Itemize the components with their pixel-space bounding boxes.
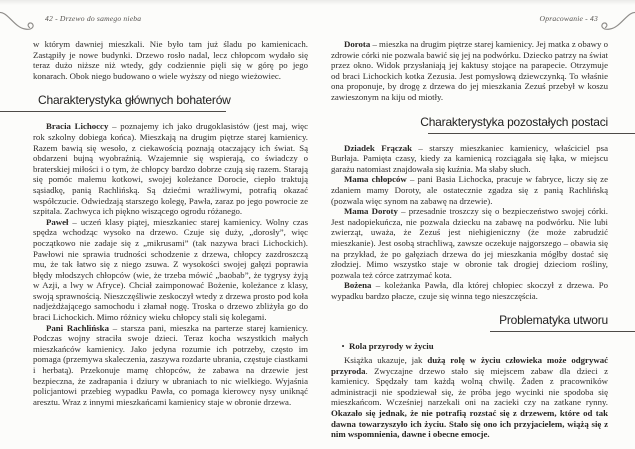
section-heading-other-characters: Charakterystyka pozostałych postaci bbox=[420, 114, 608, 129]
heading-rule bbox=[0, 111, 226, 112]
body-text: Książka ukazuje, jak bbox=[344, 355, 428, 366]
body-text: – poznajemy ich jako drugoklasistów (jest maj, więc rok szkolny dobiega końca). Mieszkają na drugim piętrze starej kamienicy. Razem bawią się wesoło, z ciekawością poznają otaczający ich świat. Są obdarzeni bujną wyobraźnią. Wzajemnie się wspierają, co świadczy o braterskiej miłości i o tym, że chłopcy bardzo dobrze czują się razem. Starają się pomóc małemu kotkowi, swojej koleżance Dorocie, ciepło traktują sąsiadkę, panią Rachlińską. Są dziećmi wrażliwymi, potrafią okazać współczucie. Odwiedzają starszego kolegę, Pawła, zaraz po jego powrocie ze szpitala. Zachwyca ich piękno wiszącego ogrodu różanego. bbox=[33, 121, 308, 217]
right-character-paragraphs bbox=[331, 143, 608, 302]
heading-rule bbox=[428, 133, 635, 134]
body-text: – koleżanka Pawła, dla której chłopiec skoczył z drzewa. Po wypadku bardzo płacze, czuje się winna tego nieszczęścia. bbox=[331, 280, 608, 301]
section-heading-block-other-characters bbox=[331, 115, 608, 134]
heading-rule bbox=[490, 331, 635, 332]
paragraph bbox=[33, 323, 308, 408]
body-text: – starsza pani, mieszka na parterze starej kamienicy. Podczas wojny straciła swoje dzieci. Teraz kocha wszystkich małych mieszkańców kamienicy. Jako jedyna rozumie ich potrzeby, często im pomaga (przemywa skaleczenia, zaszywa rozdarte ubrania, częstuje ciastkami i herbatą). Przekonuje mamę chłopców, że zabawa na drzewie jest bezpieczna, że zadrapania i dziury w ubraniach to nic wielkiego. Wyjaśnia policjantowi przebieg wypadku Pawła, co pomaga kierowcy nysy uniknąć aresztu. Wraz z innymi mieszkańcami kamienicy staje w obronie drzewa. bbox=[33, 322, 308, 407]
bold-text: Dorota bbox=[344, 39, 371, 49]
bold-text: Dziadek Frączak bbox=[344, 142, 412, 153]
bold-text: Pani Rachlińska bbox=[46, 322, 109, 333]
body-text: – przesadnie troszczy się o bezpieczeństwo swojej córki. Jest nadopiekuńcza, nie pozwala dziecku na zabawę na podwórku. Nie lubi zwierząt, uważa, że Zezuś jest niehigieniczny (że może zabrudzić mieszkanie). Jest osobą strachliwą, zawsze oczekuje najgorszego – obawia się na przykład, że po gałęziach drzewa do jej mieszkania mógłby dostać się złodziej. Mimo wszystko staje w obronie tak drogiej dzieciom rośliny, pozwala też córce zatrzymać kota. bbox=[331, 206, 608, 280]
paragraph bbox=[331, 143, 608, 175]
body-text: . Zwyczajne drzewo stało się miejscem zabaw dla dzieci z kamienicy. Spędzały tam każdą wolną chwilę. Żaden z pracowników administracji nie spodziewał się, że próba jego wycinki nie spodoba się mieszkańcom. Wcześniej narzekali oni na zacieki czy na zatkane rynny. bbox=[331, 365, 608, 408]
right-page bbox=[318, 0, 635, 449]
topic-title: Rola przyrody w życiu bbox=[349, 341, 434, 352]
bold-text: dużą rolę w życiu człowieka może odgrywać przyroda bbox=[331, 355, 609, 376]
bold-text: Okazało się jednak, że nie potrafią rozstać się z drzewem, które od tak dawna towarzyszyło ich życiu. Stało się ono ich przyjacielem, wiążą się z nim wspomnienia, dawne i obecne emocje. bbox=[331, 408, 608, 440]
body-text: – uczeń klasy piątej, mieszkaniec starej kamienicy. Wolny czas spędza wchodząc wysoko na drzewo. Czuje się duży, „dorosły”, więc początkowo nie zadaje się z „mikrusami” (tak nazywa braci Lichockich). Pawłowi nie sprawia trudności schodzenie z drzewa, chłopcy zazdroszczą mu, że tak łatwo się z niego zsuwa. Z wysokości swojej gałęzi poprawia błędy młodszych chłopców (wie, że trzeba mówić „baobab”, że tygrysy żyją w Azji, a lwy w Afryce). Chciał zaimponować Bożenie, koleżance z klasy, swoją sprawnością. Nieszczęśliwie zeskoczył wtedy z drzewa prosto pod koła nadjeżdżającego samochodu i złamał nogę. Troska o drzewo zbliżyła go do braci Lichockich. Mimo różnicy wieku chłopcy stali się kolegami. bbox=[33, 216, 308, 323]
left-intro bbox=[33, 39, 308, 81]
bold-text: Bożena bbox=[344, 280, 372, 291]
paragraph bbox=[331, 355, 608, 440]
left-character-paragraphs bbox=[33, 121, 308, 407]
topic-body bbox=[331, 355, 608, 440]
body-text: w którym dawniej mieszkali. Nie było tam już śladu po kamienicach. Zastąpiły je nowe budynki. Drzewo rosło nadal, lecz chłopcom wydało się teraz dużo niższe niż wtedy, gdy codziennie pięli się w górę po jego konarach. Obok niego budowano o wiele wyższy od niego wieżowiec. bbox=[33, 39, 308, 81]
bold-text: Mama Doroty bbox=[344, 206, 398, 217]
section-heading-themes: Problematyka utworu bbox=[499, 313, 608, 328]
paragraph bbox=[331, 206, 608, 280]
bold-text: Paweł bbox=[46, 216, 69, 227]
body-text: – starszy mieszkaniec kamienicy, właściciel psa Burłaja. Pamięta czasy, kiedy za kamienicą rozciągała się łąka, w miejscu garażu natomiast znajdowała się kuźnia. Ma słaby słuch. bbox=[331, 142, 608, 174]
bold-text: Mama chłopców bbox=[344, 174, 407, 185]
section-heading-main-characters: Charakterystyka głównych bohaterów bbox=[38, 93, 231, 108]
bold-text: Bracia Lichoccy bbox=[46, 121, 109, 132]
paragraph bbox=[33, 217, 308, 323]
body-text: – mieszka na drugim piętrze starej kamienicy. Jej matka z obawy o zdrowie córki nie pozwala bawić się jej na podwórku. Dziecko patrzy na świat przez okno. Widok przysłaniają jej kaktusy stojące na parapecie. Otrzymuje od braci Lichockich kotka Zezusia. Jest pomysłową dziewczynką. To właśnie ona proponuje, by drogę z drzewa do jej mieszkania Zezuś przebył w koszu zawieszonym na kiju od miotły. bbox=[331, 39, 608, 102]
paragraph bbox=[33, 121, 308, 216]
running-head-left: 42 - Drzewo do samego nieba bbox=[45, 14, 142, 23]
bullet-icon: • bbox=[341, 341, 345, 352]
right-top-paragraphs bbox=[331, 39, 608, 103]
body-text: – pani Basia Lichocka, pracuje w fabryce, liczy się ze zdaniem mamy Doroty, ale ostatecznie zgadza się z panią Rachlińską (pozwala więc synom na zabawę na drzewie). bbox=[331, 174, 608, 206]
section-heading-block-themes bbox=[331, 313, 608, 332]
paragraph bbox=[331, 280, 608, 301]
paragraph bbox=[331, 174, 608, 206]
topic-title-row bbox=[331, 341, 608, 352]
paragraph bbox=[33, 39, 308, 81]
paragraph bbox=[331, 39, 608, 103]
section-heading-block-main-characters bbox=[33, 93, 308, 112]
running-head-right: Opracowanie - 43 bbox=[539, 14, 598, 23]
